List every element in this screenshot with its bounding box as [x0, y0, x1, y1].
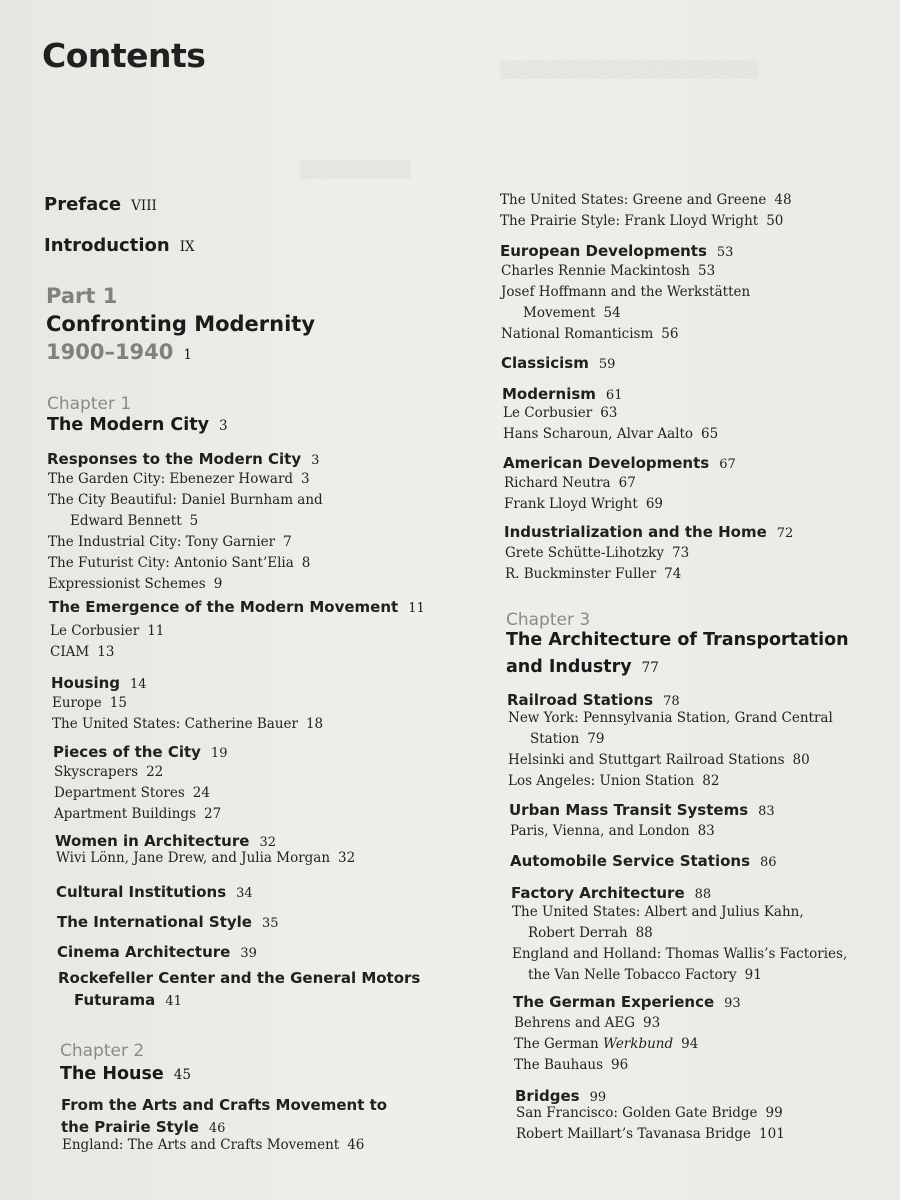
toc-entry[interactable]: The Futurist City: Antonio Sant’Elia 8 [48, 555, 311, 571]
toc-entry[interactable]: Robert Maillart’s Tavanasa Bridge 101 [516, 1126, 785, 1142]
part-title: Confronting Modernity [46, 312, 316, 336]
section-heading[interactable]: Industrialization and the Home 72 [504, 523, 794, 541]
toc-entry[interactable]: San Francisco: Golden Gate Bridge 99 [516, 1105, 783, 1121]
toc-entry-list [500, 190, 792, 232]
page-number: 93 [724, 996, 741, 1011]
page-number: VIII [131, 198, 157, 214]
toc-entry[interactable]: Charles Rennie Mackintosh 53 [501, 263, 716, 279]
page-number: 67 [719, 457, 736, 472]
toc-entry-list [503, 403, 718, 445]
section-heading[interactable]: Cultural Institutions 34 [56, 883, 253, 901]
page-title: Contents [42, 36, 206, 75]
toc-entry-list [508, 708, 833, 792]
toc-entry[interactable]: Frank Lloyd Wright 69 [504, 496, 663, 512]
page-number: 11 [408, 601, 425, 616]
toc-entry[interactable]: The City Beautiful: Daniel Burnham and Edward Bennett 5 [48, 492, 323, 529]
toc-entry[interactable]: Behrens and AEG 93 [514, 1015, 661, 1031]
toc-entry[interactable]: Josef Hoffmann and the Werkstätten Movement 54 [501, 284, 751, 321]
chapter-label: Chapter 1 [47, 394, 132, 414]
page-number: 59 [598, 357, 616, 372]
toc-entry[interactable]: Paris, Vienna, and London 83 [510, 823, 715, 839]
toc-entry-list [505, 543, 689, 585]
page-number: 1 [183, 347, 192, 363]
section-heading[interactable]: Modernism 61 [502, 385, 623, 403]
page-number: 88 [694, 887, 712, 902]
section-heading[interactable]: The German Experience 93 [513, 993, 741, 1011]
section-heading[interactable]: Classicism 59 [501, 354, 616, 372]
toc-entry[interactable]: Expressionist Schemes 9 [48, 576, 223, 592]
section-heading[interactable]: Pieces of the City 19 [53, 743, 228, 761]
chapter-title[interactable]: The Modern City 3 [47, 415, 228, 435]
toc-entry-list [514, 1013, 698, 1076]
toc-entry-list [62, 1135, 364, 1156]
section-heading[interactable]: Railroad Stations 78 [507, 691, 680, 709]
section-heading[interactable]: Rockefeller Center and the General Motors Futurama 41 [58, 969, 421, 1009]
toc-entry[interactable]: The United States: Albert and Julius Kahn, Robert Derrah 88 [512, 904, 804, 941]
toc-entry[interactable]: The German Werkbund 94 [514, 1036, 699, 1052]
toc-entry[interactable]: The Prairie Style: Frank Lloyd Wright 50 [500, 213, 784, 229]
page-number: 41 [165, 994, 182, 1009]
toc-entry[interactable]: England and Holland: Thomas Wallis’s Factories, the Van Nelle Tobacco Factory 91 [512, 946, 848, 983]
toc-entry-list [504, 473, 663, 515]
toc-entry-list [50, 621, 164, 663]
toc-entry-list [54, 762, 221, 825]
toc-entry-list [52, 693, 323, 735]
toc-entry[interactable]: England: The Arts and Crafts Movement 46 [62, 1137, 365, 1153]
toc-entry-list [501, 261, 750, 345]
toc-entry[interactable]: The United States: Greene and Greene 48 [500, 192, 792, 208]
page-number: 86 [760, 855, 777, 870]
section-heading[interactable]: Responses to the Modern City 3 [47, 450, 320, 468]
toc-entry[interactable]: National Romanticism 56 [501, 326, 679, 342]
part-years: 1900–1940 1 [46, 340, 192, 364]
page-number: 45 [173, 1067, 191, 1083]
chapter-label: Chapter 3 [506, 610, 591, 630]
toc-entry[interactable]: Le Corbusier 63 [503, 405, 618, 421]
toc-entry[interactable]: R. Buckminster Fuller 74 [505, 566, 682, 582]
section-heading[interactable]: Cinema Architecture 39 [57, 943, 257, 961]
toc-introduction[interactable] [44, 235, 195, 256]
toc-entry[interactable]: Department Stores 24 [54, 785, 210, 801]
toc-entry[interactable]: Hans Scharoun, Alvar Aalto 65 [503, 426, 719, 442]
toc-preface[interactable] [44, 194, 157, 215]
page-number: 99 [589, 1090, 607, 1105]
toc-entry[interactable]: Los Angeles: Union Station 82 [508, 773, 720, 789]
toc-entry[interactable]: CIAM 13 [50, 644, 115, 660]
part-label: Part 1 [46, 284, 118, 308]
toc-entry-list [516, 1103, 785, 1145]
bleed-through-text: ▒▒▒▒▒▒▒▒▒▒▒▒▒▒▒▒▒▒▒▒▒ [500, 60, 759, 79]
entry-title: Introduction [44, 235, 170, 256]
toc-entry[interactable]: Europe 15 [52, 695, 127, 711]
page-number: 3 [219, 418, 228, 434]
page-number: 78 [663, 694, 680, 709]
section-heading[interactable]: Housing 14 [51, 674, 147, 692]
toc-entry-list [510, 821, 715, 842]
section-heading[interactable]: From the Arts and Crafts Movement to the Prairie Style 46 [61, 1096, 388, 1136]
chapter-label: Chapter 2 [60, 1041, 145, 1061]
section-heading[interactable]: Bridges 99 [515, 1087, 607, 1105]
page-number: 53 [716, 245, 734, 260]
toc-entry[interactable]: Apartment Buildings 27 [54, 806, 222, 822]
toc-entry-list [512, 902, 847, 986]
page-number: 32 [259, 835, 276, 850]
toc-entry[interactable]: The United States: Catherine Bauer 18 [52, 716, 324, 732]
toc-entry[interactable]: Wivi Lönn, Jane Drew, and Julia Morgan 32 [56, 850, 356, 866]
toc-entry[interactable]: The Industrial City: Tony Garnier 7 [48, 534, 292, 550]
toc-entry[interactable]: New York: Pennsylvania Station, Grand Central Station 79 [508, 710, 833, 747]
toc-entry-list [56, 848, 355, 869]
section-heading[interactable]: Women in Architecture 32 [55, 832, 276, 850]
toc-entry[interactable]: Richard Neutra 67 [504, 475, 636, 491]
toc-entry[interactable]: Helsinki and Stuttgart Railroad Stations 80 [508, 752, 810, 768]
page-number: 77 [641, 660, 659, 676]
chapter-title[interactable]: The Architecture of Transportation and Industry 77 [506, 630, 849, 677]
page-number: 61 [605, 388, 623, 403]
chapter-title[interactable]: The House 45 [60, 1064, 191, 1084]
toc-entry[interactable]: Skyscrapers 22 [54, 764, 164, 780]
bleed-through-text: ▒▒▒▒▒▒▒▒▒ [300, 160, 411, 179]
page-number: 3 [311, 453, 320, 468]
toc-entry[interactable]: The Garden City: Ebenezer Howard 3 [48, 471, 310, 487]
section-heading[interactable]: American Developments 67 [503, 454, 736, 472]
section-heading[interactable]: The International Style 35 [57, 913, 279, 931]
page-number: 35 [261, 916, 279, 931]
toc-entry[interactable]: Le Corbusier 11 [50, 623, 165, 639]
page-number: 19 [210, 746, 228, 761]
toc-entry[interactable]: Grete Schütte-Lihotzky 73 [505, 545, 690, 561]
page-number: 46 [208, 1121, 226, 1136]
page-number: 72 [776, 526, 794, 541]
page-number: 14 [130, 677, 147, 692]
page-number: 83 [758, 804, 775, 819]
page-number: 34 [236, 886, 253, 901]
section-heading[interactable]: Automobile Service Stations 86 [510, 852, 777, 870]
section-heading[interactable]: The Emergence of the Modern Movement 11 [49, 598, 425, 616]
toc-entry-list [48, 469, 323, 595]
section-heading[interactable]: Urban Mass Transit Systems 83 [509, 801, 775, 819]
section-heading[interactable]: Factory Architecture 88 [511, 884, 712, 902]
page-number: IX [179, 239, 195, 255]
page-number: 39 [240, 946, 257, 961]
section-heading[interactable]: European Developments 53 [500, 242, 734, 260]
entry-title: Preface [44, 194, 122, 215]
toc-entry[interactable]: The Bauhaus 96 [514, 1057, 629, 1073]
